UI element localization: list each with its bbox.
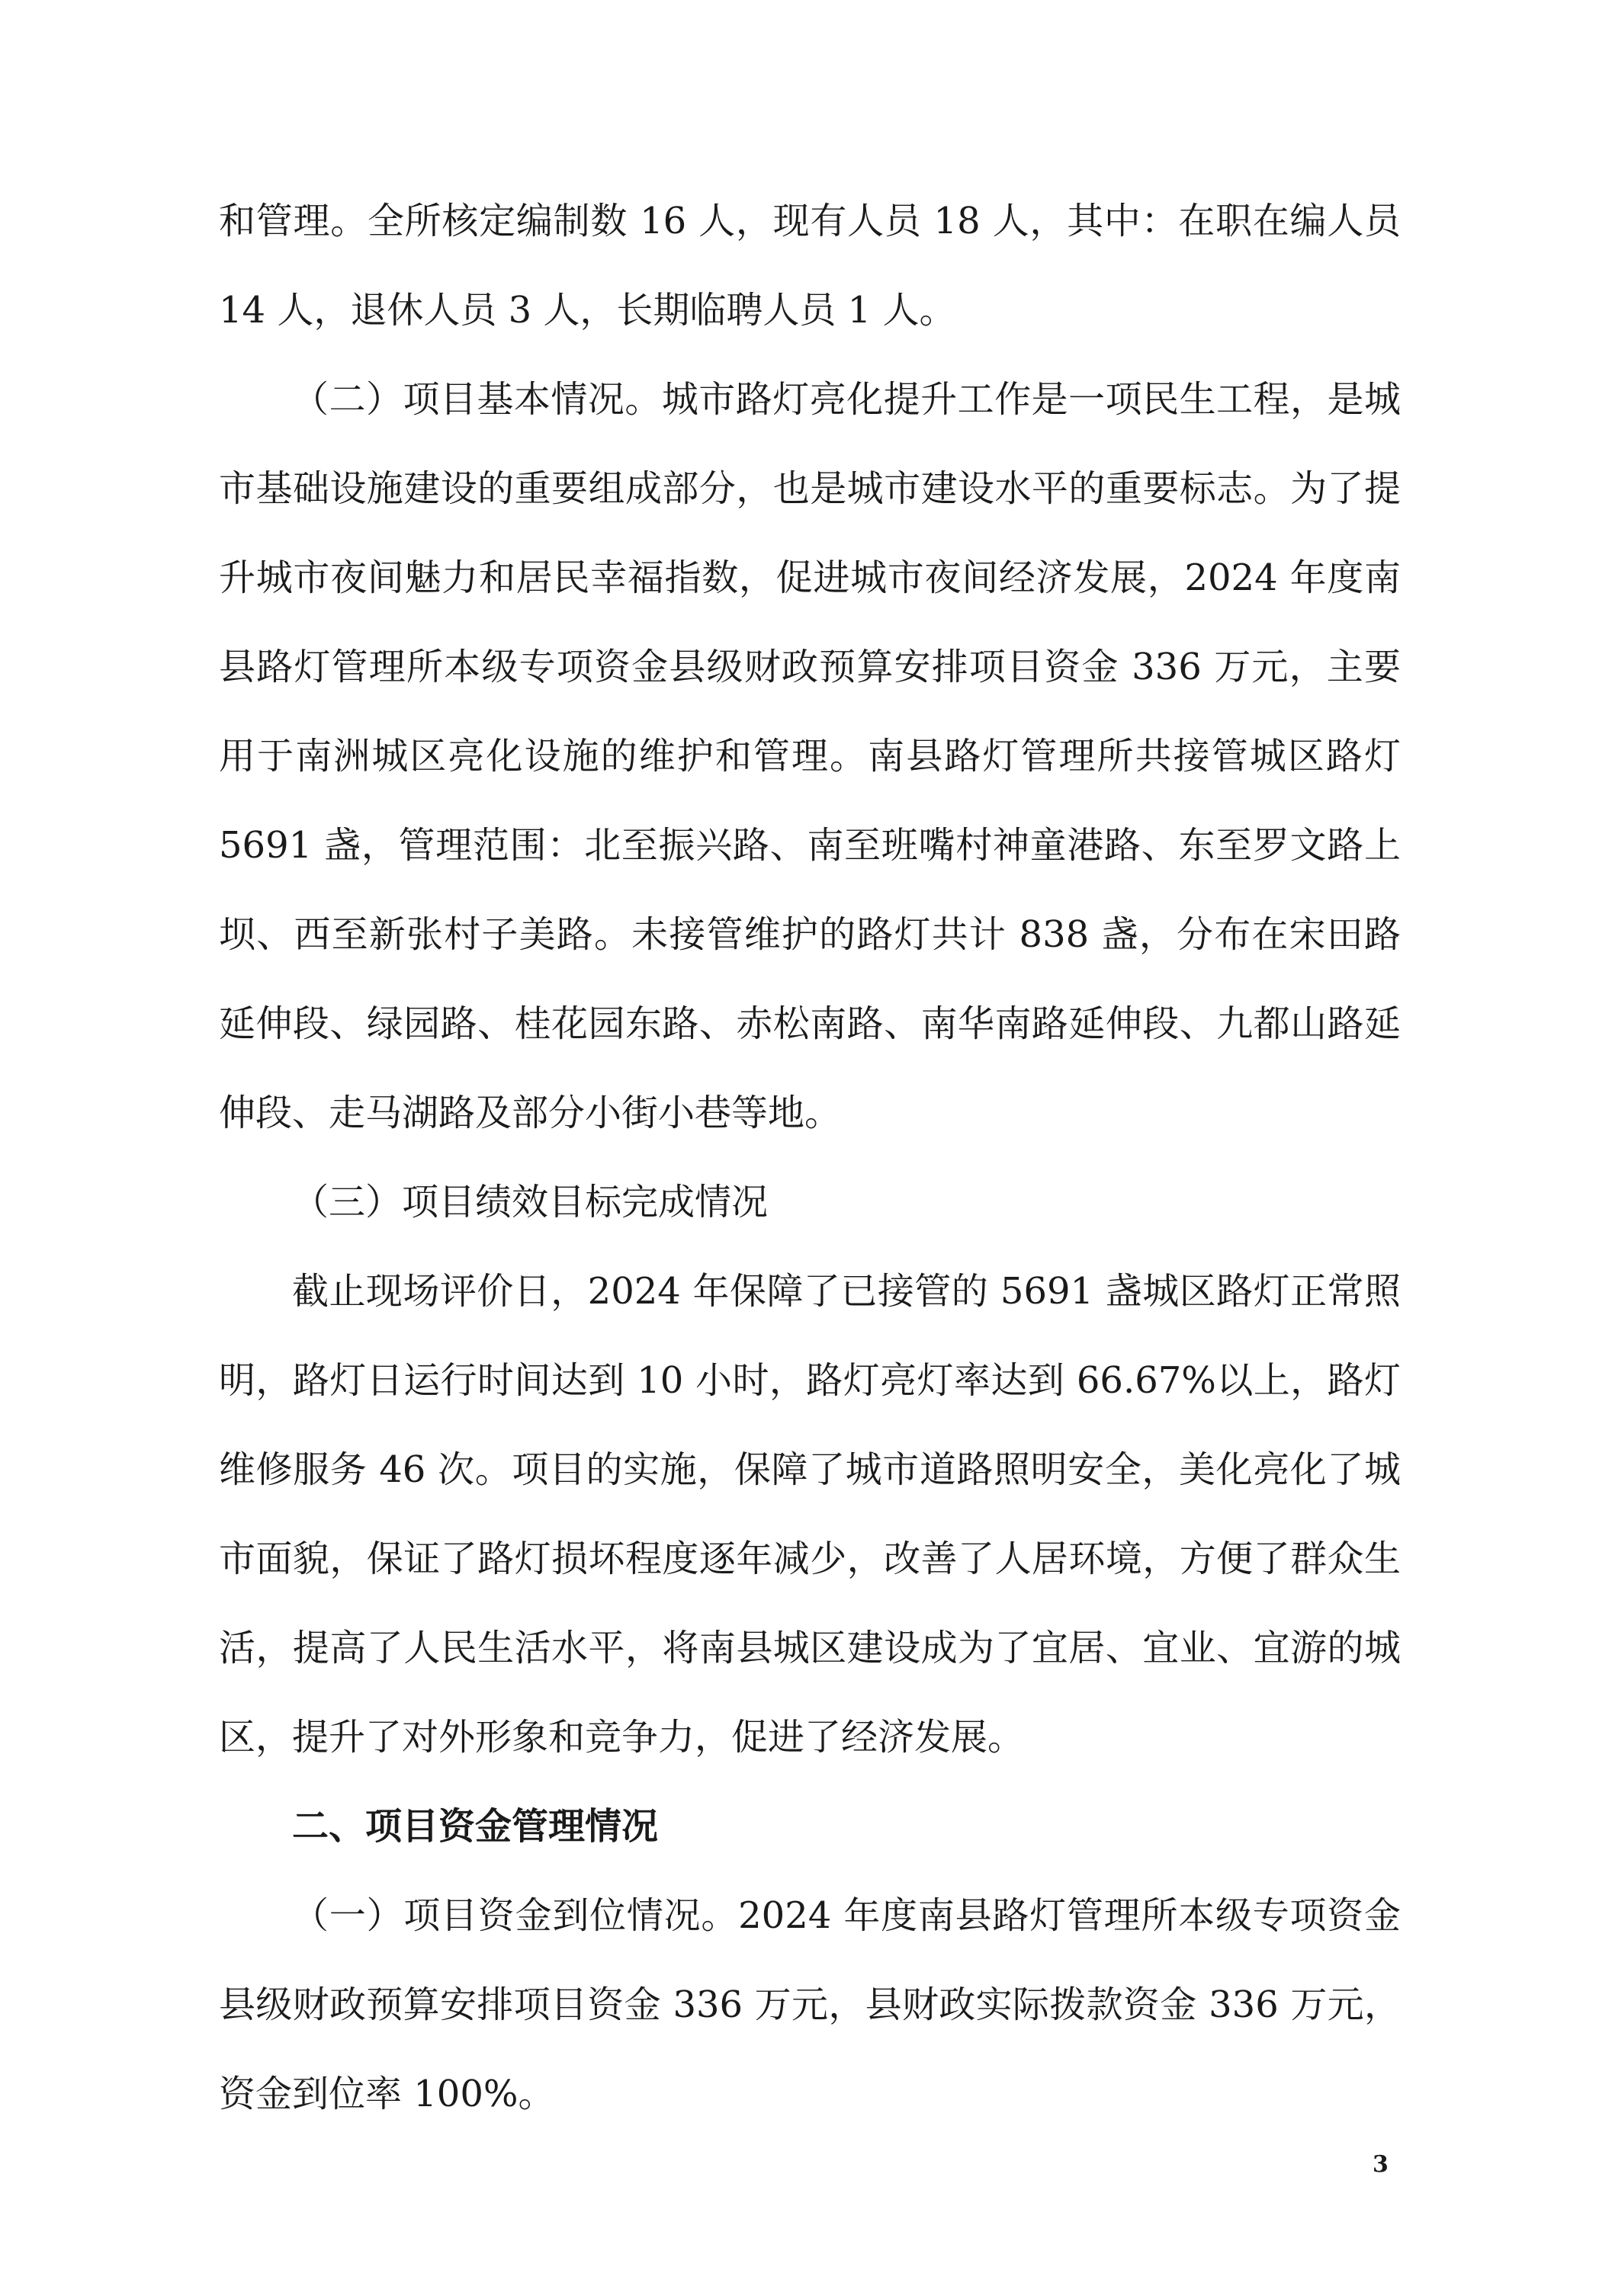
paragraph-fund-arrival: （一）项目资金到位情况。2024 年度南县路灯管理所本级专项资金县级财政预算安排项目资金 336 万元，县财政实际拨款资金 336 万元，资金到位率 100%。 xyxy=(219,1894,1401,2115)
paragraph-project-basic-info: （二）项目基本情况。城市路灯亮化提升工作是一项民生工程，是城市基础设施建设的重要组成部分，也是城市建设水平的重要标志。为了提升城市夜间魅力和居民幸福指数，促进城市夜间经济发展，2024 年度南县路灯管理所本级专项资金县级财政预算安排项目资金 336 万元，主要用于南洲城区亮化设施的维护和管理。南县路灯管理所共接管城区路灯 5691 盏，管理范围：北至振兴路、南至班嘴村神童港路、东至罗文路上坝、西至新张村子美路。未接管维护的路灯共计 838 盏，分布在宋田路延伸段、绿园路、桂花园东路、赤松南路、南华南路延伸段、九都山路延伸段、走马湖路及部分小街小巷等地。 xyxy=(219,378,1401,1134)
paragraph-performance-details: 截止现场评价日，2024 年保障了已接管的 5691 盏城区路灯正常照明，路灯日运行时间达到 10 小时，路灯亮灯率达到 66.67%以上，路灯维修服务 46 次。项目的实施，保障了城市道路照明安全，美化亮化了城市面貌，保证了路灯损坏程度逐年减少，改善了人居环境，方便了群众生活，提高了人民生活水平，将南县城区建设成为了宜居、宜业、宜游的城区，提升了对外形象和竞争力，促进了经济发展。 xyxy=(219,1270,1401,1759)
paragraph-staffing-continued: 和管理。全所核定编制数 16 人，现有人员 18 人，其中：在职在编人员 14 人，退休人员 3 人，长期临聘人员 1 人。 xyxy=(219,200,1401,332)
section-heading-fund-management: 二、项目资金管理情况 xyxy=(292,1805,659,1848)
page-number: 3 xyxy=(1373,2151,1389,2178)
document-body xyxy=(219,177,1401,2139)
paragraph-performance-heading: （三）项目绩效目标完成情况 xyxy=(292,1181,769,1223)
